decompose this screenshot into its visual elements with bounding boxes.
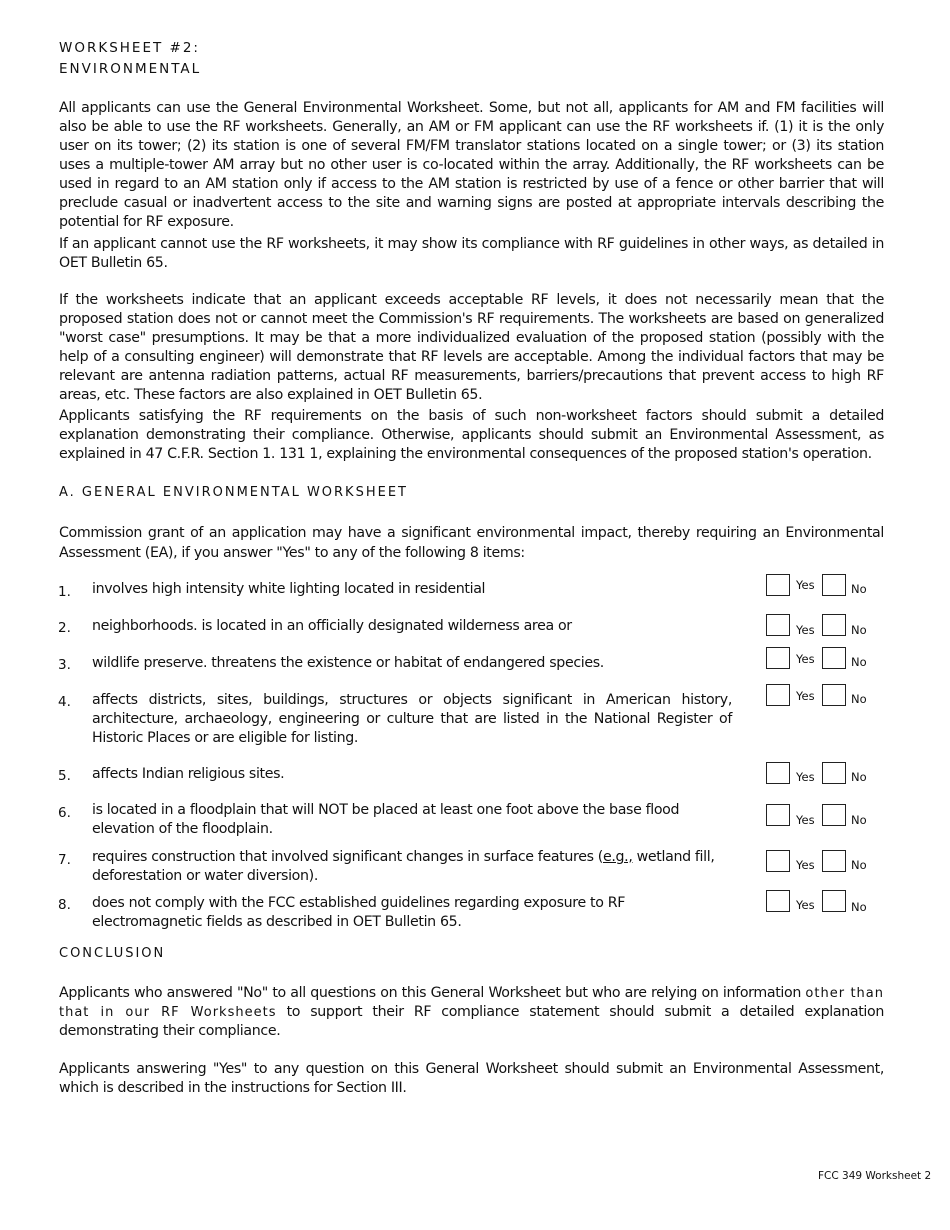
yes-checkbox-2[interactable] [766, 614, 790, 636]
item-number: 8. [58, 897, 71, 913]
conclusion-paragraph-2: Applicants answering "Yes" to any question on this General Worksheet should submit an Environmental Assessment, which is described in the instructions for Section III. [59, 1061, 884, 1096]
item-text-part: requires construction that involved significant changes in surface features ( [92, 849, 603, 865]
item-number: 1. [58, 584, 71, 600]
intro-paragraph-4: Applicants satisfying the RF requirements on the basis of such non-worksheet factors should submit a detailed explanation demonstrating their compliance. Otherwise, applicants should submit an Environmental Assessment, as explained in 47 C.F.R. Section 1. 131 1, explaining the environmental consequences of the proposed station's operation. [59, 408, 884, 462]
yes-label: Yes [796, 652, 815, 666]
no-checkbox-4[interactable] [822, 684, 846, 706]
item-number: 2. [58, 620, 71, 636]
yes-label: Yes [796, 689, 815, 703]
item-text [92, 848, 732, 886]
no-label: No [851, 770, 867, 784]
yes-checkbox-5[interactable] [766, 762, 790, 784]
intro-paragraph-1: All applicants can use the General Environmental Worksheet. Some, but not all, applicants for AM and FM facilities will also be able to use the RF worksheets. Generally, an AM or FM applicant can use the RF worksheets if. (1) it is the only user on its tower; (2) its station is one of several FM/FM translator stations located on a single tower; or (3) its station uses a multiple-tower AM array but no other user is co-located within the array. Additionally, the RF worksheets can be used in regard to an AM station only if access to the AM station is restricted by use of a fence or other barrier that will preclude casual or inadvertent access to the site and warning signs are posted at appropriate intervals describing the potential for RF exposure. [59, 100, 884, 230]
yes-checkbox-4[interactable] [766, 684, 790, 706]
yes-label: Yes [796, 813, 815, 827]
item-text: involves high intensity white lighting located in residential [92, 581, 486, 597]
rf-worksheets-emphasis: other than that in our RF Worksheets [59, 986, 884, 1020]
yes-checkbox-3[interactable] [766, 647, 790, 669]
item-number: 6. [58, 805, 71, 821]
item-text-part: wetland fill, deforestation or water diversion). [92, 849, 715, 884]
no-label: No [851, 623, 867, 637]
item-text: affects Indian religious sites. [92, 766, 285, 782]
no-checkbox-5[interactable] [822, 762, 846, 784]
conclusion-text: Applicants who answered "No" to all questions on this General Worksheet but who are relying on information [59, 985, 806, 1001]
yes-label: Yes [796, 578, 815, 592]
section-a-intro: Commission grant of an application may have a significant environmental impact, thereby requiring an Environmental Assessment (EA), if you answer "Yes" to any of the following 8 items: [59, 525, 884, 561]
no-checkbox-7[interactable] [822, 850, 846, 872]
yes-label: Yes [796, 858, 815, 872]
item-text: affects districts, sites, buildings, structures or objects significant in American history, architecture, archaeology, engineering or culture that are listed in the National Register of Historic Places or are eligible for listing. [92, 692, 732, 746]
no-label: No [851, 900, 867, 914]
yes-checkbox-1[interactable] [766, 574, 790, 596]
no-checkbox-6[interactable] [822, 804, 846, 826]
yes-checkbox-7[interactable] [766, 850, 790, 872]
item-text: does not comply with the FCC established guidelines regarding exposure to RF electromagnetic fields as described in OET Bulletin 65. [92, 895, 626, 930]
no-checkbox-8[interactable] [822, 890, 846, 912]
eg-abbreviation: e.g., [602, 849, 633, 865]
no-label: No [851, 692, 867, 706]
yes-label: Yes [796, 898, 815, 912]
no-label: No [851, 813, 867, 827]
no-checkbox-2[interactable] [822, 614, 846, 636]
no-label: No [851, 655, 867, 669]
item-text: is located in a floodplain that will NOT be placed at least one foot above the base flood elevation of the floodplain. [92, 802, 680, 837]
conclusion-text: to support their RF compliance statement should submit a detailed explanation demonstrating their compliance. [59, 1004, 884, 1039]
conclusion-paragraph-1 [59, 984, 884, 1041]
yes-label: Yes [796, 623, 815, 637]
no-label: No [851, 582, 867, 596]
section-a-title: A. GENERAL ENVIRONMENTAL WORKSHEET [59, 485, 408, 500]
item-text: wildlife preserve. threatens the existence or habitat of endangered species. [92, 655, 604, 671]
item-text: neighborhoods. is located in an officially designated wilderness area or [92, 618, 572, 634]
no-checkbox-3[interactable] [822, 647, 846, 669]
worksheet-title: ENVIRONMENTAL [59, 61, 202, 77]
intro-paragraph-2: If an applicant cannot use the RF worksheets, it may show its compliance with RF guidelines in other ways, as detailed in OET Bulletin 65. [59, 236, 884, 271]
yes-checkbox-6[interactable] [766, 804, 790, 826]
yes-label: Yes [796, 770, 815, 784]
item-number: 4. [58, 694, 71, 710]
no-checkbox-1[interactable] [822, 574, 846, 596]
intro-paragraph-3: If the worksheets indicate that an applicant exceeds acceptable RF levels, it does not necessarily mean that the proposed station does not or cannot meet the Commission's RF requirements. The worksheets are based on generalized "worst case" presumptions. It may be that a more individualized evaluation of the proposed station (possibly with the help of a consulting engineer) will demonstrate that RF levels are acceptable. Among the individual factors that may be relevant are antenna radiation patterns, actual RF measurements, barriers/precautions that prevent access to high RF areas, etc. These factors are also explained in OET Bulletin 65. [59, 292, 884, 403]
item-number: 7. [58, 852, 71, 868]
form-footer-label: FCC 349 Worksheet 2 [818, 1170, 932, 1182]
worksheet-number: WORKSHEET #2: [59, 40, 200, 56]
no-label: No [851, 858, 867, 872]
conclusion-title: CONCLUSION [59, 946, 166, 961]
item-number: 3. [58, 657, 71, 673]
item-number: 5. [58, 768, 71, 784]
yes-checkbox-8[interactable] [766, 890, 790, 912]
